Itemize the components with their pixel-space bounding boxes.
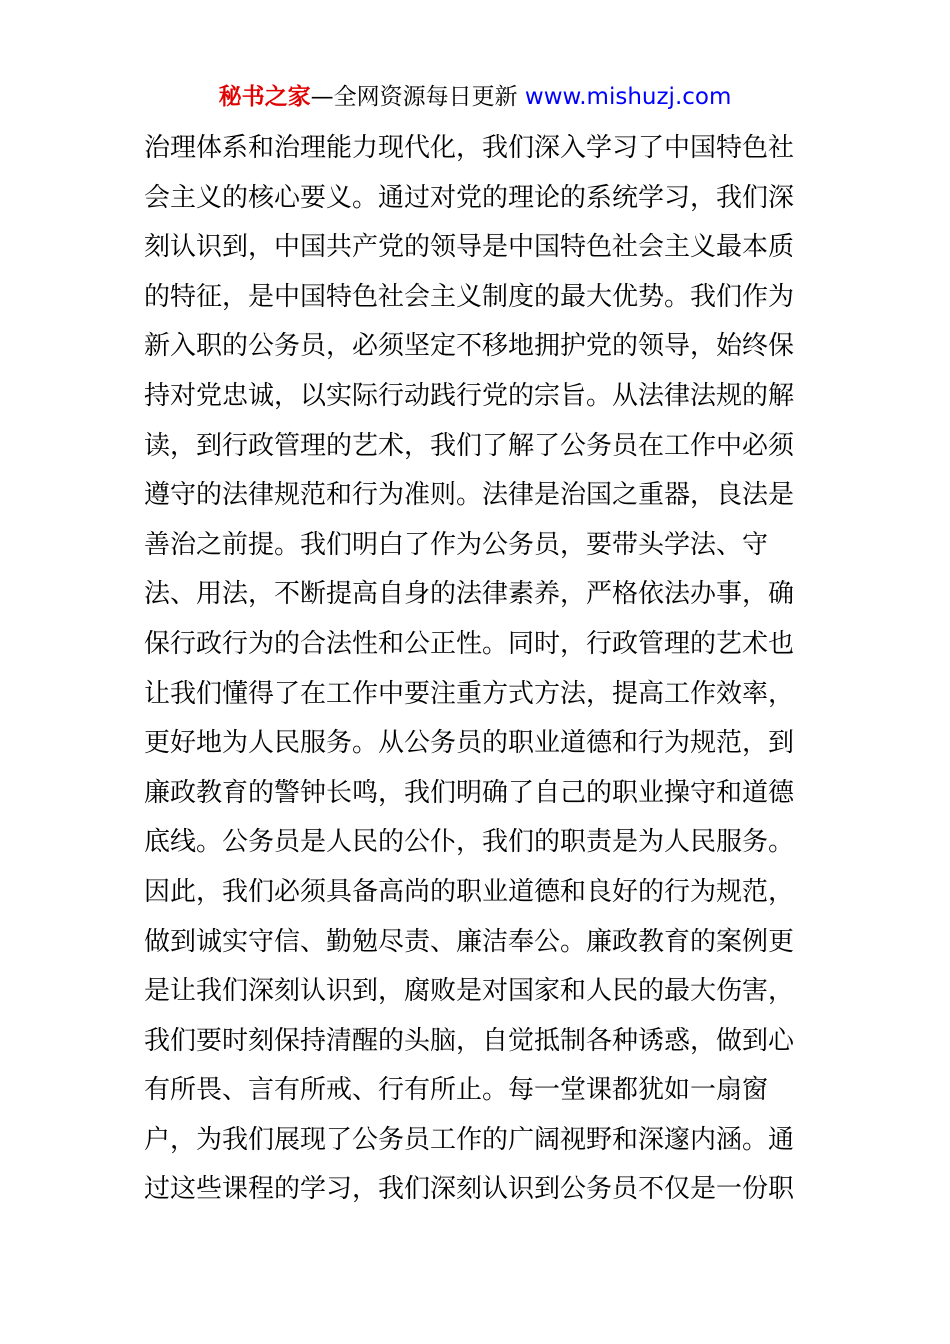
text-line: 廉政教育的警钟长鸣，我们明确了自己的职业操守和道德 bbox=[144, 777, 795, 808]
text-line: 刻认识到，中国共产党的领导是中国特色社会主义最本质 bbox=[144, 232, 795, 263]
text-line: 善治之前提。我们明白了作为公务员，要带头学法、守 bbox=[144, 529, 769, 560]
document-body bbox=[144, 124, 844, 1215]
header-tagline: —全网资源每日更新 bbox=[310, 84, 518, 110]
text-line: 更好地为人民服务。从公务员的职业道德和行为规范，到 bbox=[144, 728, 795, 759]
text-line: 户，为我们展现了公务员工作的广阔视野和深邃内涵。通 bbox=[144, 1124, 795, 1155]
text-line: 新入职的公务员，必须坚定不移地拥护党的领导，始终保 bbox=[144, 331, 795, 362]
text-line: 读，到行政管理的艺术，我们了解了公务员在工作中必须 bbox=[144, 430, 795, 461]
text-line: 过这些课程的学习，我们深刻认识到公务员不仅是一份职 bbox=[144, 1174, 795, 1205]
site-url-link[interactable]: www.mishuzj.com bbox=[524, 84, 732, 110]
text-line: 我们要时刻保持清醒的头脑，自觉抵制各种诱惑，做到心 bbox=[144, 1025, 795, 1056]
text-line: 的特征，是中国特色社会主义制度的最大优势。我们作为 bbox=[144, 281, 795, 312]
brand-name: 秘书之家 bbox=[218, 84, 311, 110]
text-line: 治理体系和治理能力现代化，我们深入学习了中国特色社 bbox=[144, 133, 795, 163]
text-line: 会主义的核心要义。通过对党的理论的系统学习，我们深 bbox=[144, 182, 795, 213]
text-line: 有所畏、言有所戒、行有所止。每一堂课都犹如一扇窗 bbox=[144, 1075, 769, 1106]
text-line: 持对党忠诚，以实际行动践行党的宗旨。从法律法规的解 bbox=[144, 380, 795, 411]
text-line: 遵守的法律规范和行为准则。法律是治国之重器，良法是 bbox=[144, 480, 795, 511]
text-line: 让我们懂得了在工作中要注重方式方法，提高工作效率， bbox=[144, 678, 795, 709]
text-line: 法、用法，不断提高自身的法律素养，严格依法办事，确 bbox=[144, 579, 795, 610]
page-header bbox=[0, 80, 950, 114]
text-line: 做到诚实守信、勤勉尽责、廉洁奉公。廉政教育的案例更 bbox=[144, 926, 795, 957]
text-line: 底线。公务员是人民的公仆，我们的职责是为人民服务。 bbox=[144, 827, 795, 858]
text-line: 因此，我们必须具备高尚的职业道德和良好的行为规范， bbox=[144, 876, 795, 907]
text-line: 保行政行为的合法性和公正性。同时，行政管理的艺术也 bbox=[144, 628, 795, 659]
text-line: 是让我们深刻认识到，腐败是对国家和人民的最大伤害， bbox=[144, 976, 795, 1007]
